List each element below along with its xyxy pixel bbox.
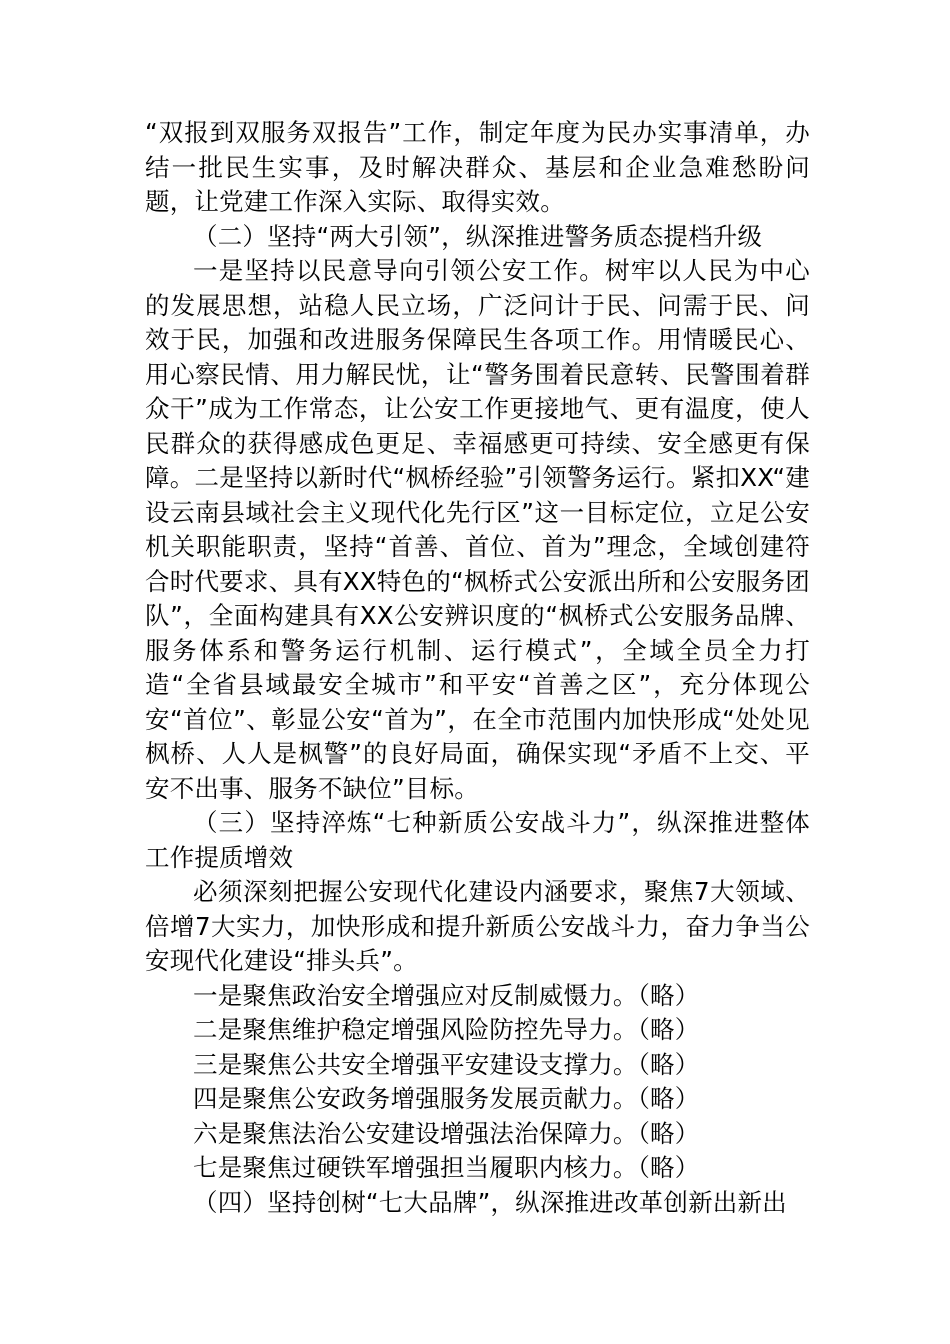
section-heading-seven-brands: （四）坚持创树“七大品牌”，纵深推进改革创新出新出 — [193, 1187, 787, 1217]
list-item-iron-army: 七是聚焦过硬铁军增强担当履职内核力。（略） — [193, 1153, 700, 1182]
paragraph-public-opinion-fengqiao: 一是坚持以民意导向引领公安工作。树牢以人民为中心的发展思想，站稳人民立场，广泛问计于民、问需于民、问效于民，加强和改进服务保障民生各项工作。用情暖民心、用心察民情、用力解民忧，让“警务围着民意转、民警围着群众干”成为工作常态，让公安工作更接地气、更有温度，使人民群众的获得感成色更足、幸福感更可持续、安全感更有保障。二是坚持以新时代“枫桥经验”引领警务运行。紧扣XX“建设云南县域社会主义现代化先行区”这一目标定位，立足公安机关职能职责，坚持“首善、首位、首为”理念，全域创建符合时代要求、具有XX特色的“枫桥式公安派出所和公安服务团队”，全面构建具有XX公安辨识度的“枫桥式公安服务品牌、服务体系和警务运行机制、运行模式”，全域全员全力打造“全省县域最安全城市”和平安“首善之区”，充分体现公安“首位”、彰显公安“首为”，在全市范围内加快形成“处处见枫桥、人人是枫警”的良好局面，确保实现“矛盾不上交、平安不出事、服务不缺位”目标。 — [145, 256, 810, 803]
document-body — [145, 116, 810, 1220]
paragraph-party-building-continuation: “双报到双服务双报告”工作，制定年度为民办实事清单，办结一批民生实事，及时解决群众、基层和企业急难愁盼问题，让党建工作深入实际、取得实效。 — [145, 118, 810, 216]
list-item-stability-maintenance: 二是聚焦维护稳定增强风险防控先导力。（略） — [193, 1015, 700, 1044]
list-item-political-security: 一是聚焦政治安全增强应对反制威慑力。（略） — [193, 980, 700, 1010]
paragraph-modernization-requirements: 必须深刻把握公安现代化建设内涵要求，聚焦7大领域、倍增7大实力，加快形成和提升新质公安战斗力，奋力争当公安现代化建设“排头兵”。 — [145, 877, 810, 975]
section-heading-seven-combat-capabilities: （三）坚持淬炼“七种新质公安战斗力”，纵深推进整体工作提质增效 — [145, 808, 810, 872]
list-item-public-safety: 三是聚焦公共安全增强平安建设支撑力。（略） — [193, 1049, 700, 1079]
list-item-public-affairs: 四是聚焦公安政务增强服务发展贡献力。（略） — [193, 1084, 700, 1113]
list-item-rule-of-law: 六是聚焦法治公安建设增强法治保障力。（略） — [193, 1118, 700, 1148]
section-heading-two-leads: （二）坚持“两大引领”，纵深推进警务质态提档升级 — [193, 221, 763, 251]
